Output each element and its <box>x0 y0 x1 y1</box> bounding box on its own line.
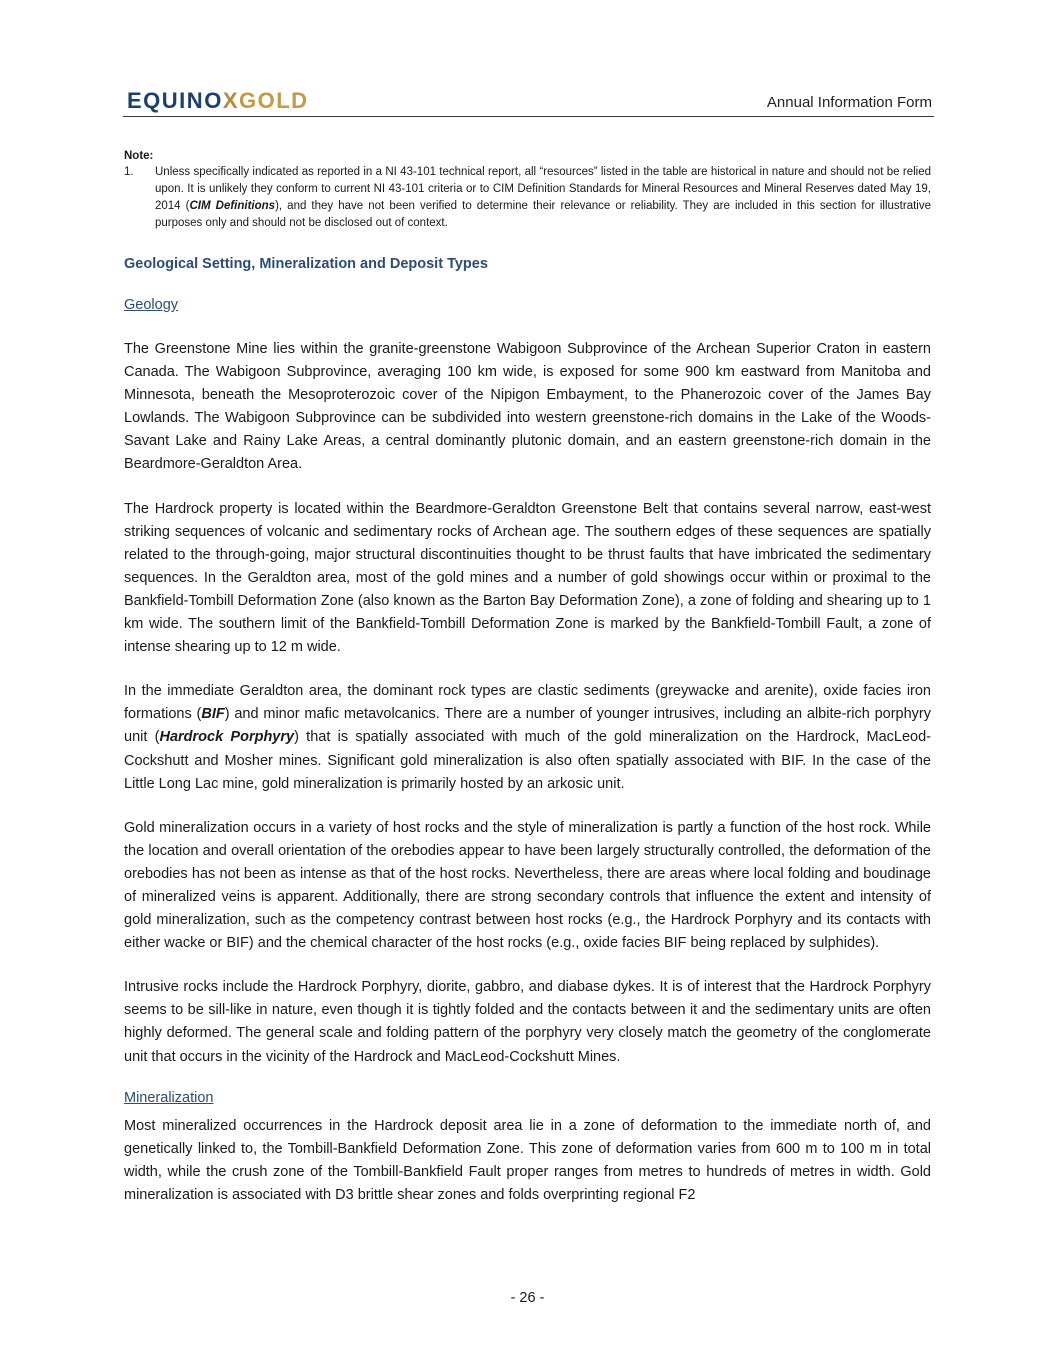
note-text: Unless specifically indicated as reported in a NI 43-101 technical report, all “resources” listed in the table are historical in nature and should not be relied upon. It is unlikely they conform to current NI 43-101 criteria or to CIM Definition Standards for Mineral Resources and Mineral Reserves dated May 19, 2014 (CIM Definitions), and they have not been verified to determine their relevance or reliability. They are included in this section for illustrative purposes only and should not be disclosed out of context. <box>155 166 931 229</box>
paragraph-3: In the immediate Geraldton area, the dominant rock types are clastic sediments (greywacke and arenite), oxide facies iron formations (BIF) and minor mafic metavolcanics. There are a number of younger intrusives, including an albite-rich porphyry unit (Hardrock Porphyry) that is spatially associated with much of the gold mineralization on the Hardrock, MacLeod-Cockshutt and Mosher mines. Significant gold mineralization is also often spatially associated with BIF. In the case of the Little Long Lac mine, gold mineralization is primarily hosted by an arkosic unit. <box>124 683 931 792</box>
hardrock-porphyry-term: Hardrock Porphyry <box>159 729 295 746</box>
equinox-gold-logo: EQUINOXGOLD <box>127 88 309 113</box>
section-heading: Geological Setting, Mineralization and Deposit Types <box>124 256 488 272</box>
paragraph-1: The Greenstone Mine lies within the granite-greenstone Wabigoon Subprovince of the Archean Superior Craton in eastern Canada. The Wabigoon Subprovince, averaging 100 km wide, is exposed for some 900 km eastward from Manitoba and Minnesota, beneath the Mesoproterozoic cover of the Nipigon Embayment, to the Phanerozoic cover of the James Bay Lowlands. The Wabigoon Subprovince can be subdivided into western greenstone-rich domains in the Lake of the Woods-Savant Lake and Rainy Lake Areas, a central dominantly plutonic domain, and an eastern greenstone-rich domain in the Beardmore-Geraldton Area. <box>124 341 931 473</box>
paragraph-2: The Hardrock property is located within the Beardmore-Geraldton Greenstone Belt that contains several narrow, east-west striking sequences of volcanic and sedimentary rocks of Archean age. The southern edges of these sequences are spatially related to the through-going, major structural discontinuities thought to be thrust faults that have imbricated the sedimentary sequences. In the Geraldton area, most of the gold mines and a number of gold showings occur within or proximal to the Bankfield-Tombill Deformation Zone (also known as the Barton Bay Deformation Zone), a zone of folding and shearing up to 1 km wide. The southern limit of the Bankfield-Tombill Deformation Zone is marked by the Bankfield-Tombill Fault, a zone of intense shearing up to 12 m wide. <box>124 500 931 656</box>
paragraph-5: Intrusive rocks include the Hardrock Porphyry, diorite, gabbro, and diabase dykes. It is of interest that the Hardrock Porphyry seems to be sill-like in nature, even though it is tightly folded and the contacts between it and the sedimentary units are often highly deformed. The general scale and folding pattern of the porphyry very closely match the geometry of the conglomerate unit that occurs in the vicinity of the Hardrock and MacLeod-Cockshutt Mines. <box>124 979 931 1065</box>
page-number: - 26 - <box>510 1290 545 1306</box>
page-content <box>124 150 931 1207</box>
page-header <box>123 88 934 117</box>
note-number: 1. <box>124 166 134 178</box>
paragraph-6: Most mineralized occurrences in the Hardrock deposit area lie in a zone of deformation to the immediate north of, and genetically linked to, the Tombill-Bankfield Deformation Zone. This zone of deformation varies from 600 m to 100 m in total width, while the crush zone of the Tombill-Bankfield Fault proper ranges from metres to hundreds of metres in width. Gold mineralization is associated with D3 brittle shear zones and folds overprinting regional F2 <box>124 1117 931 1203</box>
note-item <box>124 164 931 232</box>
document-title: Annual Information Form <box>766 94 932 111</box>
geology-heading: Geology <box>124 297 179 313</box>
mineralization-heading: Mineralization <box>124 1089 214 1106</box>
paragraph-4: Gold mineralization occurs in a variety of host rocks and the style of mineralization is partly a function of the host rock. While the location and overall orientation of the orebodies appear to have been largely structurally controlled, the deformation of the orebodies has not been as intense as that of the host rocks. Nevertheless, there are areas where local folding and boudinage of mineralized veins is apparent. Additionally, there are strong secondary controls that influence the extent and intensity of gold mineralization, such as the competency contrast between host rocks (e.g., the Hardrock Porphyry and its contacts with either wacke or BIF) and the chemical character of the host rocks (e.g., oxide facies BIF being replaced by sulphides). <box>124 819 931 952</box>
bif-term: BIF <box>201 706 225 723</box>
note-title: Note: <box>124 150 154 162</box>
cim-definitions-term: CIM Definitions <box>189 200 276 212</box>
